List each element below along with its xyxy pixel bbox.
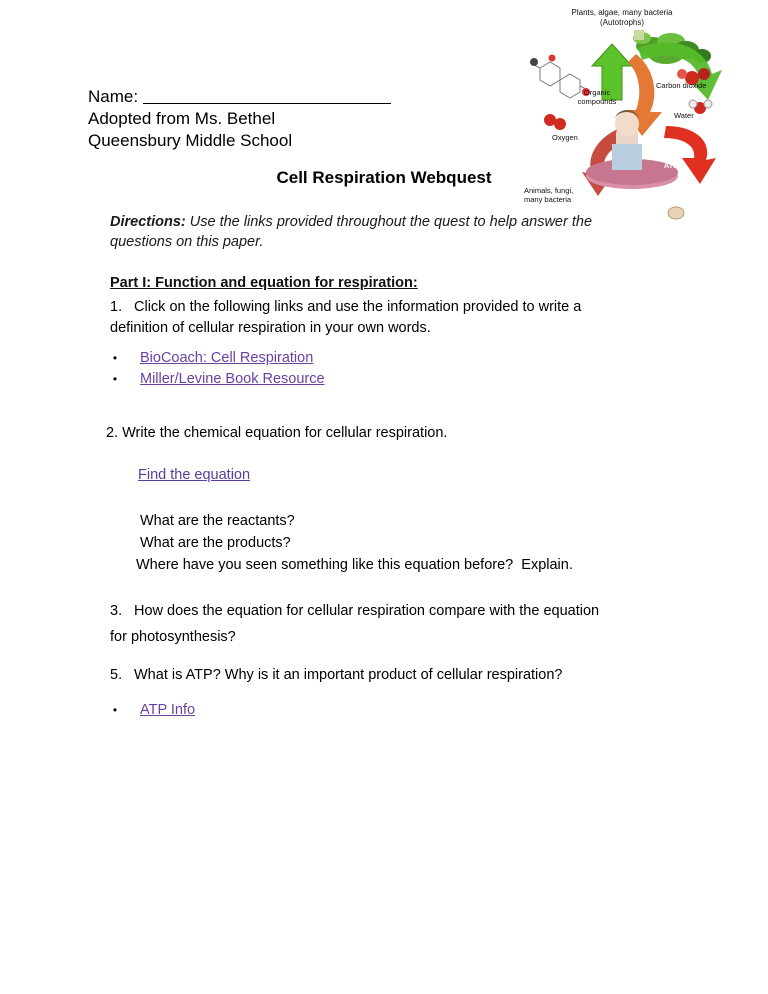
figure-caption-bottom-line2: many bacteria	[524, 195, 572, 204]
page-title	[0, 168, 768, 188]
list-item	[110, 369, 325, 390]
question-2: 2. Write the chemical equation for cellular respiration.	[106, 425, 448, 441]
link-miller-levine-book-resource[interactable]: Miller/Levine Book Resource	[140, 371, 325, 387]
name-blank-rule	[143, 90, 391, 104]
question-3-text: How does the equation for cellular respiration compare with the equation for photosynthesis?	[110, 603, 600, 645]
subquestion-reactants: What are the reactants?	[140, 513, 295, 529]
question-1-number: 1.	[110, 299, 123, 315]
directions-label: Directions:	[110, 214, 186, 230]
question-2-link-wrapper	[138, 467, 250, 483]
directions-paragraph	[110, 212, 615, 252]
figure-label-water: Water	[674, 111, 694, 120]
respiration-cycle-figure	[516, 8, 724, 220]
question-5-number: 5.	[110, 667, 123, 683]
question-5	[110, 665, 630, 686]
question-1	[110, 297, 615, 339]
figure-caption-top-line2: (Autotrophs)	[599, 18, 645, 27]
part1-heading: Part I: Function and equation for respiration:	[110, 275, 418, 291]
bullet-icon: •	[112, 351, 118, 365]
page-title-text: Cell Respiration Webquest	[276, 168, 492, 187]
link-biocoach-cell-respiration[interactable]: BioCoach: Cell Respiration	[140, 350, 314, 366]
question-2-subquestions	[136, 510, 573, 576]
list-item	[110, 348, 325, 369]
question-3-number: 3.	[110, 603, 123, 619]
bullet-icon: •	[112, 372, 118, 386]
figure-label-atp: ATP	[663, 161, 679, 170]
figure-caption-top	[532, 8, 712, 28]
figure-caption-bottom	[524, 186, 573, 204]
link-find-the-equation[interactable]: Find the equation	[138, 467, 251, 483]
figure-caption-bottom-line1: Animals, fungi,	[524, 186, 574, 195]
link-atp-info[interactable]: ATP Info	[140, 702, 196, 718]
question-5-text: What is ATP? Why is it an important product of cellular respiration?	[134, 667, 563, 683]
directions-text: Use the links provided throughout the quest to help answer the questions on this paper.	[110, 214, 593, 250]
name-line	[88, 86, 391, 108]
school-line: Queensbury Middle School	[88, 131, 293, 150]
figure-label-oxygen: Oxygen	[552, 133, 578, 142]
part1-link-list	[110, 348, 325, 390]
figure-caption-top-line1: Plants, algae, many bacteria	[571, 8, 673, 17]
name-label: Name:	[88, 87, 143, 106]
question-1-text: Click on the following links and use the information provided to write a definition of cellular respiration in your own words.	[110, 299, 582, 336]
atp-link-list	[110, 700, 195, 721]
bullet-icon: •	[112, 703, 118, 717]
question-3	[110, 598, 615, 650]
list-item	[110, 700, 195, 721]
document-header	[88, 86, 391, 152]
figure-label-organic-compounds: Organic compounds	[577, 88, 617, 106]
figure-label-carbon-dioxide: Carbon dioxide	[656, 81, 707, 90]
adopted-line: Adopted from Ms. Bethel	[88, 109, 276, 128]
subquestion-products: What are the products?	[140, 535, 291, 551]
subquestion-seen-before: Where have you seen something like this equation before? Explain.	[136, 557, 573, 573]
